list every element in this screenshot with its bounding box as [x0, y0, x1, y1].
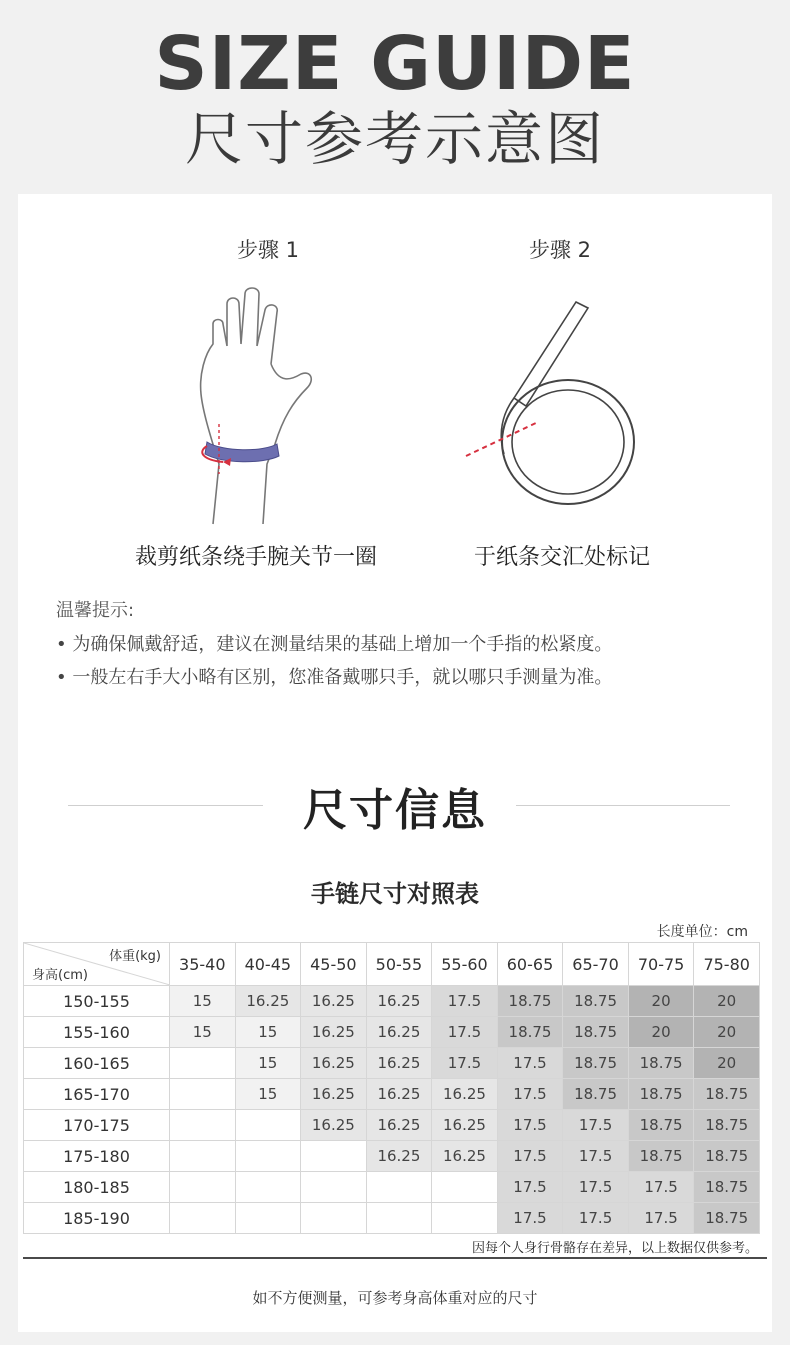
- tips-section: [56, 596, 612, 696]
- size-cell: 20: [628, 1017, 694, 1048]
- size-cell: 17.5: [432, 1048, 498, 1079]
- table-row: [24, 1017, 760, 1048]
- size-cell: 20: [694, 1048, 760, 1079]
- table-row: [24, 1048, 760, 1079]
- size-cell: 16.25: [366, 1048, 432, 1079]
- size-cell: 16.25: [366, 1141, 432, 1172]
- size-cell: [301, 1141, 367, 1172]
- table-row: [24, 1203, 760, 1234]
- size-cell: 18.75: [497, 986, 563, 1017]
- weight-column-header: 55-60: [432, 943, 498, 986]
- size-cell: 18.75: [628, 1110, 694, 1141]
- size-cell: 20: [628, 986, 694, 1017]
- size-cell: 18.75: [694, 1141, 760, 1172]
- height-row-header: 155-160: [24, 1017, 170, 1048]
- size-cell: 16.25: [366, 1110, 432, 1141]
- size-cell: 18.75: [694, 1079, 760, 1110]
- disclaimer-note: 因每个人身行骨骼存在差异，以上数据仅供参考。: [471, 1241, 758, 1256]
- size-cell: 18.75: [628, 1079, 694, 1110]
- size-cell: [366, 1172, 432, 1203]
- size-cell: [170, 1141, 236, 1172]
- size-cell: [170, 1203, 236, 1234]
- size-cell: 17.5: [497, 1079, 563, 1110]
- weight-column-header: 70-75: [628, 943, 694, 986]
- section-title: 尺寸信息: [303, 785, 487, 836]
- size-cell: 15: [235, 1048, 301, 1079]
- step-2-label: 步骤 2: [528, 238, 592, 262]
- size-cell: 16.25: [301, 1079, 367, 1110]
- size-cell: [432, 1203, 498, 1234]
- size-cell: [170, 1110, 236, 1141]
- size-cell: 17.5: [628, 1172, 694, 1203]
- size-cell: 17.5: [432, 1017, 498, 1048]
- height-row-header: 160-165: [24, 1048, 170, 1079]
- table-row: [24, 1079, 760, 1110]
- table-row: [24, 986, 760, 1017]
- hand-wrist-illustration: [183, 284, 333, 534]
- weight-column-header: 65-70: [563, 943, 629, 986]
- size-cell: 17.5: [563, 1203, 629, 1234]
- size-cell: 17.5: [563, 1141, 629, 1172]
- size-cell: 17.5: [497, 1048, 563, 1079]
- size-cell: [432, 1172, 498, 1203]
- table-row: [24, 1110, 760, 1141]
- size-cell: [301, 1203, 367, 1234]
- table-title: 手链尺寸对照表: [311, 880, 479, 908]
- size-cell: 16.25: [432, 1110, 498, 1141]
- step-1-label: 步骤 1: [236, 238, 300, 262]
- title-english: SIZE GUIDE: [154, 21, 636, 107]
- size-cell: 16.25: [432, 1079, 498, 1110]
- height-row-header: 170-175: [24, 1110, 170, 1141]
- tips-title: 温馨提示:: [56, 600, 135, 621]
- size-cell: [170, 1079, 236, 1110]
- height-row-header: 185-190: [24, 1203, 170, 1234]
- section-divider-right: [516, 805, 730, 806]
- title-chinese: 尺寸参考示意图: [184, 105, 605, 173]
- size-cell: 16.25: [301, 1110, 367, 1141]
- size-cell: 17.5: [563, 1172, 629, 1203]
- size-cell: 18.75: [563, 1048, 629, 1079]
- size-cell: [170, 1048, 236, 1079]
- step-2-description: 于纸条交汇处标记: [473, 545, 650, 570]
- size-cell: 18.75: [628, 1048, 694, 1079]
- size-chart-table: [23, 942, 760, 1234]
- size-cell: 18.75: [497, 1017, 563, 1048]
- size-cell: 16.25: [366, 986, 432, 1017]
- size-cell: 20: [694, 986, 760, 1017]
- table-row: [24, 1141, 760, 1172]
- size-cell: [366, 1203, 432, 1234]
- size-cell: 18.75: [563, 986, 629, 1017]
- size-cell: 17.5: [497, 1110, 563, 1141]
- unit-label: 长度单位：cm: [656, 924, 748, 940]
- size-cell: 18.75: [694, 1172, 760, 1203]
- footer-note: 如不方便测量，可参考身高体重对应的尺寸: [252, 1289, 538, 1307]
- tip-line: • 一般左右手大小略有区别，您准备戴哪只手，就以哪只手测量为准。: [56, 667, 613, 688]
- table-corner-header: [24, 943, 170, 986]
- size-cell: 16.25: [301, 986, 367, 1017]
- weight-column-header: 75-80: [694, 943, 760, 986]
- size-cell: 17.5: [497, 1172, 563, 1203]
- size-cell: 15: [235, 1017, 301, 1048]
- height-header: 身高(cm): [32, 968, 88, 983]
- size-cell: 15: [170, 986, 236, 1017]
- size-cell: 16.25: [366, 1079, 432, 1110]
- size-cell: 15: [170, 1017, 236, 1048]
- step-1-description: 裁剪纸条绕手腕关节一圈: [134, 545, 377, 570]
- size-cell: [235, 1172, 301, 1203]
- weight-column-header: 35-40: [170, 943, 236, 986]
- tip-line: • 为确保佩戴舒适，建议在测量结果的基础上增加一个手指的松紧度。: [56, 634, 613, 655]
- size-cell: 17.5: [432, 986, 498, 1017]
- height-row-header: 165-170: [24, 1079, 170, 1110]
- size-cell: [235, 1203, 301, 1234]
- weight-column-header: 45-50: [301, 943, 367, 986]
- size-cell: 16.25: [301, 1017, 367, 1048]
- size-cell: 16.25: [301, 1048, 367, 1079]
- height-row-header: 150-155: [24, 986, 170, 1017]
- paper-loop-illustration: [458, 294, 658, 514]
- size-cell: 17.5: [563, 1110, 629, 1141]
- size-cell: [235, 1110, 301, 1141]
- weight-header: 体重(kg): [109, 949, 161, 964]
- size-cell: 18.75: [628, 1141, 694, 1172]
- size-cell: 16.25: [235, 986, 301, 1017]
- footer-rule: [23, 1257, 767, 1259]
- table-row: [24, 1172, 760, 1203]
- weight-column-header: 60-65: [497, 943, 563, 986]
- size-cell: [170, 1172, 236, 1203]
- table-header-row: [24, 943, 760, 986]
- size-cell: [301, 1172, 367, 1203]
- size-cell: 17.5: [497, 1141, 563, 1172]
- height-row-header: 180-185: [24, 1172, 170, 1203]
- size-cell: 18.75: [563, 1017, 629, 1048]
- size-cell: 18.75: [694, 1203, 760, 1234]
- weight-column-header: 50-55: [366, 943, 432, 986]
- size-guide-card: [18, 194, 772, 1332]
- size-cell: 18.75: [563, 1079, 629, 1110]
- page-header: [0, 0, 790, 190]
- height-row-header: 175-180: [24, 1141, 170, 1172]
- size-cell: 16.25: [432, 1141, 498, 1172]
- size-cell: 15: [235, 1079, 301, 1110]
- weight-column-header: 40-45: [235, 943, 301, 986]
- size-cell: 18.75: [694, 1110, 760, 1141]
- size-cell: 20: [694, 1017, 760, 1048]
- size-cell: [235, 1141, 301, 1172]
- size-cell: 17.5: [497, 1203, 563, 1234]
- size-cell: 16.25: [366, 1017, 432, 1048]
- size-cell: 17.5: [628, 1203, 694, 1234]
